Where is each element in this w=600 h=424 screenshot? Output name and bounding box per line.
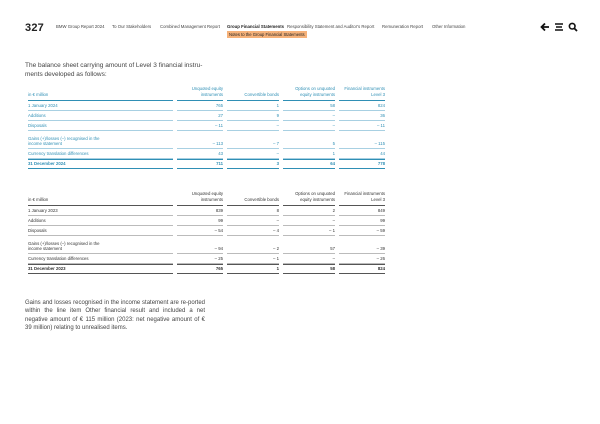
header-unquoted-equity: Unquoted equity instruments (177, 85, 223, 101)
table-row (28, 121, 385, 131)
header-level3-total: Financial instruments Level 3 (339, 85, 385, 101)
cell-value: 43 (177, 149, 223, 159)
cell-value: 36 (339, 111, 385, 121)
table-row (28, 101, 385, 111)
cell-value: 1 (227, 101, 279, 111)
cell-value: 64 (283, 159, 335, 169)
table-row (28, 226, 385, 236)
cell-value: – (283, 254, 335, 264)
cell-value: – 26 (339, 254, 385, 264)
nav-item-stakeholders[interactable]: To Our Stakeholders (112, 24, 152, 29)
cell-value: – 25 (177, 254, 223, 264)
row-label: Additions (28, 111, 173, 121)
row-label: Gains (+)/losses (–) recognised in the income statement (28, 236, 173, 254)
cell-value: 99 (177, 216, 223, 226)
nav-item-remuneration-report[interactable]: Remuneration Report (382, 24, 424, 29)
cell-value: 824 (339, 264, 385, 274)
row-label: Currency translation differences (28, 149, 173, 159)
cell-value: 849 (339, 206, 385, 216)
row-label: 31 December 2023 (28, 264, 173, 274)
cell-value: 99 (339, 216, 385, 226)
nav-item-other-information[interactable]: Other Information (432, 24, 466, 29)
search-icon[interactable] (568, 22, 578, 32)
cell-value: – 7 (227, 131, 279, 149)
table-header-row (28, 85, 385, 101)
cell-value: – 1 (283, 226, 335, 236)
header-options: Options on unquoted equity instruments (283, 190, 335, 206)
cell-value: – 2 (227, 236, 279, 254)
explanatory-paragraph: Gains and losses recognised in the income statement are re-ported within the line item Other financial result and included a net negative amount of € 115 million (2023: net negative amount of € 39 million) relating to unrealised items. (25, 300, 205, 332)
cell-value: 765 (177, 101, 223, 111)
nav-item-responsibility-statement[interactable]: Responsibility Statement and Auditor's Report (287, 24, 375, 29)
nav-item-management-report[interactable]: Combined Management Report (160, 24, 220, 29)
intro-paragraph: The balance sheet carrying amount of Level 3 financial instru-ments developed as follows: (25, 62, 203, 78)
table-row (28, 236, 385, 254)
nav-item-report[interactable]: BMW Group Report 2024 (56, 24, 105, 29)
row-label: Gains (+)/losses (–) recognised in the income statement (28, 131, 173, 149)
table-row (28, 131, 385, 149)
sub-nav-notes[interactable]: Notes to the Group Financial Statements (229, 32, 305, 37)
header-unit: in € million (28, 85, 173, 101)
cell-value: – (283, 216, 335, 226)
cell-value: – 54 (177, 226, 223, 236)
header-unquoted-equity: Unquoted equity instruments (177, 190, 223, 206)
cell-value: 824 (339, 101, 385, 111)
table-row (28, 254, 385, 264)
table-row (28, 149, 385, 159)
cell-value: – 59 (339, 226, 385, 236)
nav-item-financial-statements[interactable]: Group Financial Statements (227, 24, 285, 29)
row-label: Disposals (28, 226, 173, 236)
level3-table-2024 (24, 85, 389, 169)
cell-value: – 94 (177, 236, 223, 254)
cell-value: 1 (283, 149, 335, 159)
cell-value: 1 (227, 264, 279, 274)
cell-value: – (283, 121, 335, 131)
cell-value: – (227, 216, 279, 226)
cell-value: – 11 (177, 121, 223, 131)
table-total-row (28, 159, 385, 169)
table-row (28, 111, 385, 121)
cell-value: 778 (339, 159, 385, 169)
cell-value: – (283, 111, 335, 121)
page-number: 327 (25, 22, 44, 34)
header-unit: in € million (28, 190, 173, 206)
cell-value: 44 (339, 149, 385, 159)
row-label: 1 January 2023 (28, 206, 173, 216)
table-header-row (28, 190, 385, 206)
cell-value: 839 (177, 206, 223, 216)
cell-value: – 113 (177, 131, 223, 149)
back-arrow-icon[interactable] (540, 22, 550, 32)
table-row (28, 206, 385, 216)
table-row (28, 216, 385, 226)
cell-value: – 4 (227, 226, 279, 236)
cell-value: – 1 (227, 254, 279, 264)
cell-value: – (227, 121, 279, 131)
cell-value: 711 (177, 159, 223, 169)
cell-value: 5 (283, 131, 335, 149)
row-label: 31 December 2024 (28, 159, 173, 169)
cell-value: 765 (177, 264, 223, 274)
row-label: 1 January 2024 (28, 101, 173, 111)
row-label: Currency translation differences (28, 254, 173, 264)
header-convertible-bonds: Convertible bonds (227, 190, 279, 206)
header-level3-total: Financial instruments Level 3 (339, 190, 385, 206)
row-label: Disposals (28, 121, 173, 131)
table-total-row (28, 264, 385, 274)
cell-value: 58 (283, 101, 335, 111)
row-label: Additions (28, 216, 173, 226)
level3-table-2023 (24, 190, 389, 274)
cell-value: 2 (283, 206, 335, 216)
cell-value: 57 (283, 236, 335, 254)
cell-value: 58 (283, 264, 335, 274)
cell-value: 27 (177, 111, 223, 121)
cell-value: – (227, 149, 279, 159)
cell-value: 3 (227, 159, 279, 169)
header-convertible-bonds: Convertible bonds (227, 85, 279, 101)
top-navigation-bar (0, 0, 600, 40)
cell-value: 9 (227, 111, 279, 121)
toolbar-icons (540, 22, 580, 32)
header-options: Options on unquoted equity instruments (283, 85, 335, 101)
cell-value: – 115 (339, 131, 385, 149)
cell-value: 8 (227, 206, 279, 216)
cell-value: – 39 (339, 236, 385, 254)
cell-value: – 11 (339, 121, 385, 131)
menu-icon[interactable] (554, 22, 564, 32)
